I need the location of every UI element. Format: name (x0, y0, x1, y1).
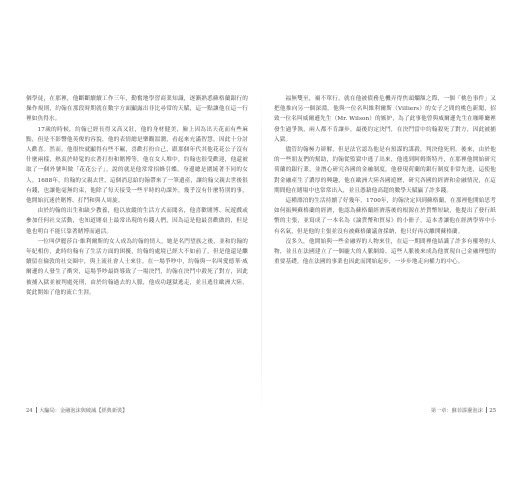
paragraph: 沒多久，他開始與一些金融界的人物來往，在這一期間裡他結識了許多有權勢的人物，並且在法國建立了一個龐大的人脈網絡，這些人脈後來成為他實現自己金融理想的重要基礎，他在法國的事業也因此而開始起步，一步步地走向權力的中心。 (274, 238, 496, 266)
chapter-title: 第一章：蘇菲霹靂泡沫 (430, 408, 483, 414)
left-page-footer (26, 407, 248, 416)
right-page-body (274, 94, 496, 399)
footer-divider (486, 407, 487, 413)
left-page (26, 94, 248, 416)
paragraph: 儘管約翰極力辯解，但是法官認為他是有預謀的謀殺，判決他死刑。後來，由於他的一些朋友們的幫助，約翰從監獄中逃了出來，他逃到阿姆斯特丹，在那裡他開始研究荷蘭的銀行業，並潛心研究各國的金融制度，他發現荷蘭的銀行制度非常先進，這使他對金融產生了濃厚的興趣，他在歐洲大陸各國遊歷，研究各國的經濟和金融情況，在這期間他在賭場中也常常出入，並且憑藉他高超的數學天賦贏了許多錢。 (274, 147, 496, 194)
paragraph: 一位叫伊麗莎白·維利爾斯的女人成為約翰的情人，她是名門望族之後，並和約翰的年紀相仿，此時約翰有了生活方面的困擾，約翰的處境已經大不如前了，但是他還是繼續留在倫敦的社交圈中，與上流社會人士來往。在一場爭吵中，約翰與一名叫愛德華·威爾遜的人發生了衝突，這場爭吵最終導致了一場決鬥，約翰在決鬥中殺死了對方，因此被捕入獄並被判處死刑，由於約翰過去的人脈，他成功越獄逃走，並且逃往歐洲大陸，從此開始了他的流亡生涯。 (26, 238, 248, 296)
left-page-body (26, 94, 248, 399)
page-number: 25 (489, 408, 496, 414)
paragraph: 福無雙至，禍不單行，就在他被債務危機弄得焦頭爛額之際，一個「桃色事件」又把他推向另一個深淵。他與一位名叫維利爾斯（Villiers）的女子之間的桃色新聞，招致一位名叫威爾遜先生（Mr. Wilson）的嫉妒，為了此事他曾與威爾遜先生在咖啡廳裡發生過爭執，兩人都不肯讓步，最後約定決鬥，在決鬥當中約翰殺死了對方，因此被捕入獄。 (274, 96, 496, 143)
right-page (274, 94, 496, 416)
running-title: 大騙局：金融泡沫與破滅【經典新裝】 (39, 408, 128, 414)
paragraph: 個學徒，在那裡，他斷斷續續工作三年，勤奮地學習商業知識，逐漸熟悉蘇格蘭銀行的操作規則，約翰在那段時期就在數字方面顯露出非比尋常的天賦，這一點讓他在這一行裡如魚得水。 (26, 96, 248, 123)
paragraph: 17歲的時候，約翰已經長得又高又壯，他的身材健美，臉上因為出天花而有些麻點，但是不影響他英俊的容貌，他的表情總是樂觀溫潤，看起來充滿智慧，因此十分討人歡喜。然而，他很快就顯得有些不羈，喜歡打扮自己，跟那個年代其他花花公子沒有什麼兩樣，熱衷於時髦的衣著打扮和賭博等，他在女人堆中，約翰也很受歡迎，他還被取了一個外號叫做「花花公子」，說的就是他常常招蜂引蝶，身邊總是圍繞著不同的女人。1688年，約翰的父親去世，這個消息給約翰帶來了一筆遺產，讓約翰父親去世後很有錢，也讓他毫無約束，他除了每天接受一些平時的功課外，幾乎沒有什麼特別的事，他開始沉迷於賭博、打鬥和與人周旋。 (26, 126, 248, 205)
page-number: 24 (26, 408, 33, 414)
footer-divider (36, 407, 37, 413)
book-spread (26, 94, 496, 416)
paragraph: 由於約翰的出生和缺少教養，他以放縱的生活方式而聞名，他喜歡賭博、玩遊戲或參加任何社交活動，也知道賭桌上最常出現的有錢人們，因為這是他最喜歡做的，但是他也明白不能只靠著賭博而過活。 (26, 208, 248, 235)
paragraph: 這種漂泊的生活持續了好幾年，1700年，約翰決定回到蘇格蘭，在那裡他開始思考如何振興蘇格蘭的經濟，他認為蘇格蘭經濟落後的根源在於貨幣短缺，他提出了發行紙幣的主張，並寫成了一本名為《論貨幣和貿易》的小冊子，這本書讓他在經濟學界中小有名氣，但是他的主張並沒有被蘇格蘭議會採納，他只好再次離開蘇格蘭。 (274, 198, 496, 235)
right-page-footer (274, 407, 496, 416)
page-gutter (261, 88, 262, 418)
